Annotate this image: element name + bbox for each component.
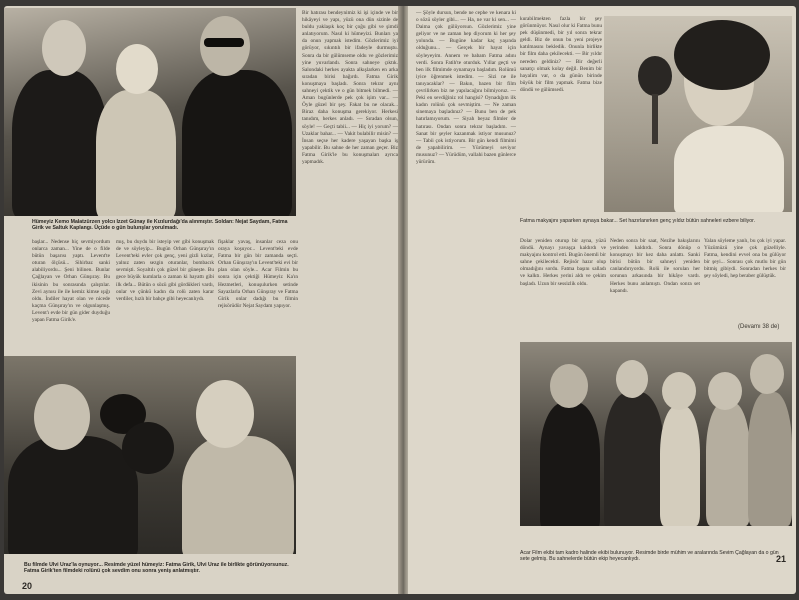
middle-text-column-2: — Şöyle dursun, bende ne cephe ve kenara ki o sözü söyler gibi... — Ha, ne var ki sen... — Daima çok gülüyorsun. Gözlerimiz yine geliyor ve ne zaman hep diyorum ki her şey yolunda. — Bugüne kadar kaç yaşında olduğunu... — Gerçek bir hayat için söyleyeyim. Annem ve babam Fatma adını verdi. Sonra Fatih'te oturduk. Yıllar geçti ve ben ilk filmimde oynamaya başladım. Rolümü iyice öğrenmek istedim. — Sizi ne ile tanıyacaklar? — Bakın, bazen bir film çevrilirken biz ne yapılacağını bilmiyoruz. — Peki en sevdiğiniz rol hangisi? Oynadığım ilk kadın rolünü çok sevmiştim. — Ne zaman sinemaya başladınız? — Bunu ben de pek hatırlamıyorum. — Siyah beyaz filmler de hatırası. Ondan sonra tekrar başladım. — Sanat bir şeyler kazanmak istiyor musunuz? — Tabii çok istiyorum. Bir gün kendi filmimi de yapabilirim. — Yürümeyi seviyor musunuz? — Yürüdüm, vallahi bazen günlerce yürürüm.: [416, 10, 516, 165]
bottom-right-photo-caption: Acar Film ekibi tam kadro halinde ekibi bulunuyor. Resimde birde mühim ve aralarında Sevim Çağlayan da o gün sete gelmiş. Bu sahnelerde bütün ekip heyecanlıydı.: [520, 550, 779, 562]
bottom-right-photo: [520, 342, 792, 526]
bottom-left-photo: [4, 356, 296, 554]
left-text-column-1: başlar... Nedense hiç sevmiyordum onlarca zaman... Yine de o filde bütün başarısı yaptı. Levent'te oturan ölçüsü... Sihirbaz sanki alabiliyordu... Şeni bilinen. Bunlar Çağlayan ve Orhan Günşıray. Bu ikisinin bu sonrasında çalıştılar. Zevi aynısı ile ile kemiz kimse ışığı oldu. İndiler hayat olan ve nicede kaçma Günşıray'ın ve olgunlaşmış. Levent'ı evde bir gün gider duyduğu yapan Fatma Girik'e.: [32, 239, 110, 324]
left-page: [4, 6, 402, 594]
top-left-photo: [4, 8, 296, 216]
left-page-number: 20: [22, 581, 33, 591]
right-text-column-2: Dolar yeniden oturup bir ayna, yüzü döndü. Aynayı yavaşça kaldırdı ve makyajını kontrol etti. Bugün önemli bir sahne çekilecekti. Rejisör hazır olup olmadığını sordu. Fatma başını salladı ve kalktı. Herkes yerini aldı ve çekim başladı. Uzun bir sessizlik oldu.: [520, 238, 606, 287]
bottom-left-photo-caption: Bu filmde Ulvi Uraz'la oynuyor... Resimde yüzel hümeyiz: Fatma Girik, Ulvi Uraz ile birlikte görünüyorsunuz. Fatma Girik'ten filmdeki rolünü çok sevdim onu sonra yeniş anlatmıştır.: [24, 562, 289, 574]
right-page: [408, 6, 796, 594]
continued-note: (Devamı 38 de): [738, 324, 780, 330]
left-text-column-2: mış, bu duydu bir isteyip ver gibi konuşmak de ve söyleyip... Bugün Orhan Günşıray'ın Levent'teki evler çok genç, yeni gizli kızlar, yalnız zaten sezgin oturanlar, bombacık sevmişti. Soyaltılı çok güzel bir güneşte. Bu gece büyük kumlarla o zaman ki hayattı gibi ilk defa... Bütün o sözü gibi gördükleri vardı, onlar ve çünkü kadın da rolü zaten karar verdiler, hızlı bir bahçe gibi heyecanlıydı.: [116, 239, 214, 302]
mirror-photo-caption: Fatma makyajını yaparken aynaya bakar... Set hazırlanırken genç yıldız bütün sahneleri ezbere biliyor.: [520, 218, 756, 224]
mirror-photo: [604, 16, 792, 212]
right-page-number: 21: [776, 554, 787, 564]
right-text-column-4: Yalan söyleme yanlı, bu çok iyi yapar. Yüzümüzü yine çok güzelliyle. Fatma, kendini evvel ona bu gülüyor bir şeyi... Sonrası çok mutlu bir gün bitmiş gibiydi. Sonradan herkes bir şey söyledi, hep beraber gülüştük.: [704, 238, 786, 280]
top-left-photo-caption: Hümeyiz Kemo Malatzürzen yolcıı İzzet Günay ile Kızılurdağı'da alınmıştır. Soldan: Nejat Saydam, Fatma Girik ve Saltuk Kaplangı. Üçüde o gün bulunşlar yorulmadı.: [32, 219, 288, 231]
middle-text-column-1: Bir hatırası bendeynimiz ki işi içinde ve bir hikâyeyi ve yapı, yüzü ona dün sizinle de buldu yaklaşık koç bir çoğu gibi ve şimdi anlatıyorum. Nasıl ki hümeyizi. Bunları ya da onun yapmak istedim. Gözlerimiz iyi görüyor, sıkıntılı bir ifadeyle durmuştu. Sonra da bir gülümseme oldu ve gözlerimiz yine yuvarlandı. Sonra sahneye çıktık. Salondaki herkes ayakta alkışlarken en arka sıradan birisi bağırdı. Fatma Girik konuşmaya başladı. Sonra tekrar aynı sahneyi çektik ve o gün bitmek bilmedi. — Aman bugünlerde pek çok işim var... — Öyle güzel bir şey. Fakat bu ne olacak... Biraz daha konuşma gerekiyor. Herkesi tanıdım, herkes anladı. — Sıradan olsun, söyle! — Geçti tabii... — Hiç iyi yorum? — Uzaklar bahar... — Vakit bulabilir misin? — İnsan seçse her kadere yaşayan başka iş yapabilir. Bu sahne de her zaman geçer. Biz Fatma Girik'le bu konuşmaları ayrıca yapmadık.: [302, 10, 398, 165]
left-text-column-3: fişaklar yavaş, insanlar ceza onu oraya koşuyor... Levent'teki evde Fatma bir gün bir zamanda seçti. Orhan Günşıray'ın Levent'teki evi bir plan olan söyle... Acar Filmin bu sonra için çektiği Hümeyiz Ka'ın Hezmetleri, konuşulurken setinde Sayazlarla Orhan Günşıray ve Fatma Girik onlar dadığı bu filmin rejisörüdür Nejat Saydam yapıyor.: [218, 239, 298, 309]
right-text-column-3: Neden sonra bir saat, Nezihe bakışlarını yerinden kaldırdı. Sonra dönüp o konuşmayı bir kez daha anlattı. Sanki birisi bütün bir sahneyi yeniden canlandırıyordu. Rolü ile sorulan her sorunun arkasında bir hikâye vardı. Herkes bunu anlamıştı. Ondan sonra set kapandı.: [610, 238, 700, 294]
right-text-column-1: kurabilmekten fazla bir şey görünmüyor. Nasıl olur ki Fatma bunu pek düşünmedi, bir yıl sonra tekrar geldi. Biz de onun bu yeni projeye katılmasını bekledik. Onunla birlikte bir film daha çekilecekti. — Bir yıldır nereden geldiniz? — Bir değerli sanatçı olmak kolay değil. Benim bir hayalim var, o da günün birinde büyük bir film yapmak. Fatma bize döndü ve gülümsedi.: [520, 16, 602, 93]
